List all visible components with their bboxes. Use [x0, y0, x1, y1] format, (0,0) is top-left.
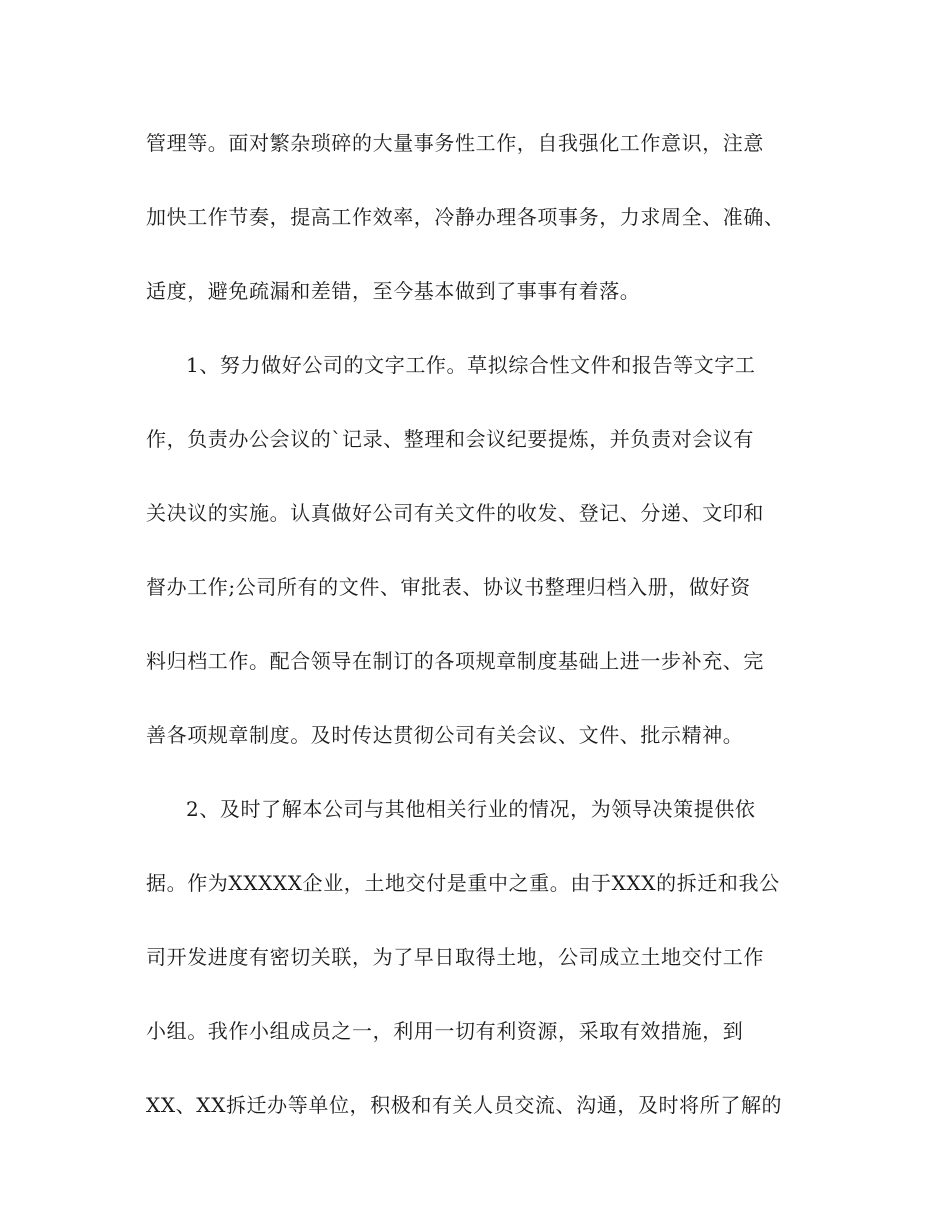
text-line: 督办工作;公司所有的文件、审批表、协议书整理归档入册，做好资 [146, 575, 751, 599]
text-line: 司开发进度有密切关联，为了早日取得土地，公司成立土地交付工作 [146, 945, 764, 969]
text-line: 据。作为XXXXX企业，土地交付是重中之重。由于XXX的拆迁和我公 [146, 871, 780, 895]
text-line: 关决议的实施。认真做好公司有关文件的收发、登记、分递、文印和 [146, 501, 764, 525]
text-line: 小组。我作小组成员之一，利用一切有利资源，采取有效措施，到 [146, 1019, 744, 1043]
text-line: 管理等。面对繁杂琐碎的大量事务性工作，自我强化工作意识，注意 [146, 131, 764, 155]
text-line: 作，负责办公会议的`记录、整理和会议纪要提炼，并负责对会议有 [146, 427, 754, 451]
text-line: XX、XX拆迁办等单位，积极和有关人员交流、沟通，及时将所了解的 [146, 1093, 783, 1117]
text-line: 料归档工作。配合领导在制订的各项规章制度基础上进一步补充、完 [146, 649, 764, 673]
text-line: 适度，避免疏漏和差错，至今基本做到了事事有着落。 [146, 279, 641, 303]
text-line: 加快工作节奏，提高工作效率，冷静办理各项事务，力求周全、准确、 [146, 205, 785, 229]
paragraph-1-start: 1、努力做好公司的文字工作。草拟综合性文件和报告等文字工 [186, 353, 756, 377]
text-line: 善各项规章制度。及时传达贯彻公司有关会议、文件、批示精神。 [146, 723, 744, 747]
paragraph-2-start: 2、及时了解本公司与其他相关行业的情况，为领导决策提供依 [186, 797, 756, 821]
